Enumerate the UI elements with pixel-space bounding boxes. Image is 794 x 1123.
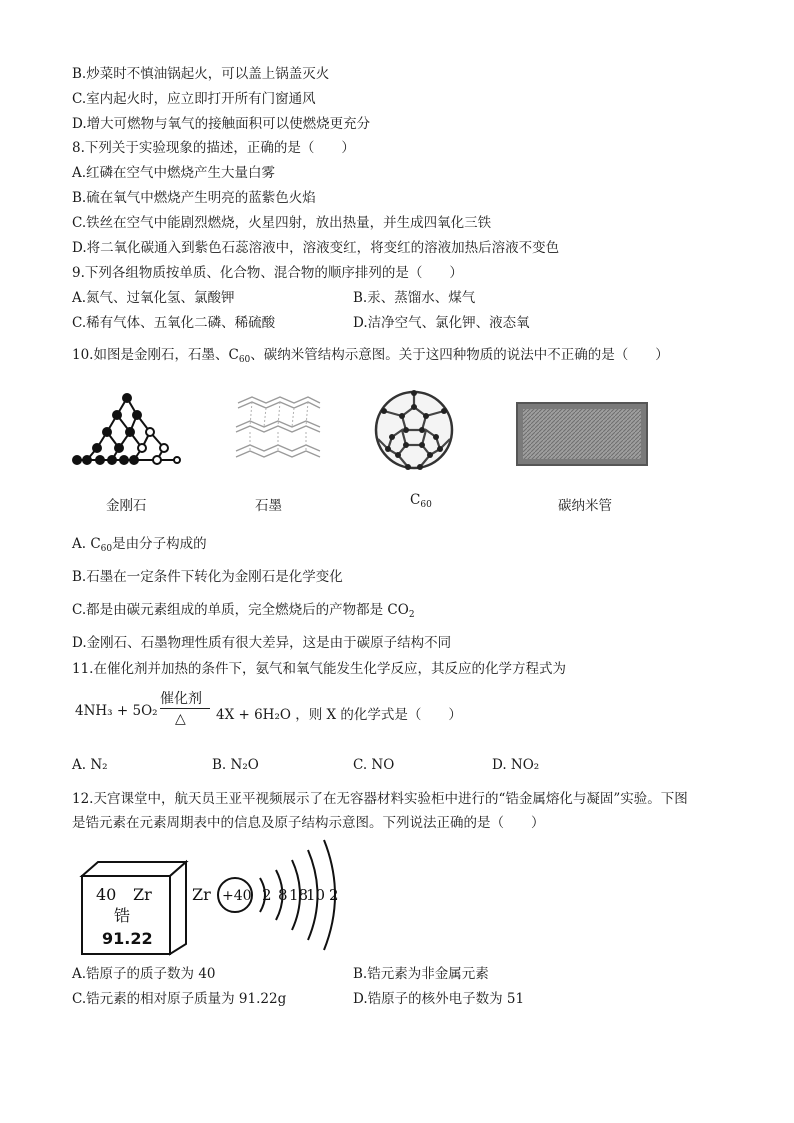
diamond-structure-figure (72, 390, 187, 470)
q9-option-b: B.汞、蒸馏水、煤气 (353, 290, 476, 306)
q8-option-a: A.红磷在空气中燃烧产生大量白雾 (72, 165, 276, 181)
option-c-line: C.室内起火时，应立即打开所有门窗通风 (72, 91, 316, 107)
zirconium-element-cell (78, 858, 190, 958)
caption-c60: $C_{60}$ (410, 492, 432, 510)
q10-option-a: A. $C_{60}$是由分子构成的 (72, 536, 207, 554)
equation-reactants: 4NH₃ + 5O₂ (75, 703, 158, 719)
carbon-nanotube-figure (515, 400, 649, 468)
shell-2-electrons: 8 (278, 886, 288, 904)
atomic-mass: 91.22 (102, 929, 153, 948)
question-12-line1: 12.天宫课堂中，航天员王亚平视频展示了在无容器材料实验柜中进行的“锆金属熔化与凝固”实验。下图 (72, 791, 688, 807)
shell-4-electrons: 10 (306, 886, 326, 904)
option-b-line: B.炒菜时不慎油锅起火，可以盖上锅盖灭火 (72, 66, 330, 82)
caption-graphite: 石墨 (255, 498, 282, 514)
zirconium-atom-diagram (190, 836, 350, 956)
q12-option-b: B.锆元素为非金属元素 (353, 966, 489, 982)
q11-option-d: D. NO₂ (492, 757, 540, 773)
atomic-number: 40 (96, 885, 117, 904)
c60-structure-figure (368, 387, 460, 473)
q8-option-b: B.硫在氧气中燃烧产生明亮的蓝紫色火焰 (72, 190, 316, 206)
equation-arrow-bar (160, 708, 210, 709)
q12-option-c: C.锆元素的相对原子质量为 91.22g (72, 991, 287, 1007)
q12-option-a: A.锆原子的质子数为 40 (72, 966, 216, 982)
shell-1-electrons: 2 (262, 886, 272, 904)
element-name: 锆 (114, 906, 131, 925)
q9-option-c: C.稀有气体、五氧化二磷、稀硫酸 (72, 315, 276, 331)
element-symbol: Zr (133, 885, 152, 904)
shell-3-electrons: 18 (289, 886, 309, 904)
option-d-line: D.增大可燃物与氧气的接触面积可以使燃烧更充分 (72, 116, 371, 132)
q10-option-c: C.都是由碳元素组成的单质，完全燃烧后的产物都是 $CO_2$ (72, 602, 415, 620)
q11-option-b: B. N₂O (212, 757, 259, 773)
q10-option-b: B.石墨在一定条件下转化为金刚石是化学变化 (72, 569, 343, 585)
caption-diamond: 金刚石 (106, 498, 147, 514)
equation-products: 4X + 6H₂O ，则 X 的化学式是（ ） (216, 707, 462, 723)
atom-symbol: Zr (192, 885, 211, 904)
nucleus-charge: +40 (222, 888, 252, 904)
question-8: 8.下列关于实验现象的描述，正确的是（ ） (72, 140, 355, 156)
q12-option-d: D.锆原子的核外电子数为 51 (353, 991, 525, 1007)
q8-option-c: C.铁丝在空气中能剧烈燃烧，火星四射，放出热量，并生成四氧化三铁 (72, 215, 492, 231)
question-12-line2: 是锆元素在元素周期表中的信息及原子结构示意图。下列说法正确的是（ ） (72, 815, 545, 831)
shell-5-electrons: 2 (329, 886, 339, 904)
q10-option-d: D.金刚石、石墨物理性质有很大差异，这是由于碳原子结构不同 (72, 635, 452, 651)
equation-heat: △ (175, 711, 186, 727)
q11-option-a: A. N₂ (72, 757, 108, 773)
q9-option-d: D.洁净空气、氯化钾、液态氧 (353, 315, 530, 331)
equation-catalyst: 催化剂 (160, 691, 202, 707)
question-11: 11.在催化剂并加热的条件下，氨气和氧气能发生化学反应，其反应的化学方程式为 (72, 661, 566, 677)
q11-option-c: C. NO (353, 757, 395, 773)
question-9: 9.下列各组物质按单质、化合物、混合物的顺序排列的是（ ） (72, 265, 463, 281)
caption-nanotube: 碳纳米管 (558, 498, 612, 514)
q9-option-a: A.氮气、过氧化氢、氯酸钾 (72, 290, 235, 306)
question-10: 10.如图是金刚石，石墨、$C_{60}$、碳纳米管结构示意图。关于这四种物质的说法中不正确的是（ ） (72, 347, 669, 365)
q8-option-d: D.将二氧化碳通入到紫色石蕊溶液中，溶液变红，将变红的溶液加热后溶液不变色 (72, 240, 560, 256)
graphite-structure-figure (232, 393, 324, 467)
